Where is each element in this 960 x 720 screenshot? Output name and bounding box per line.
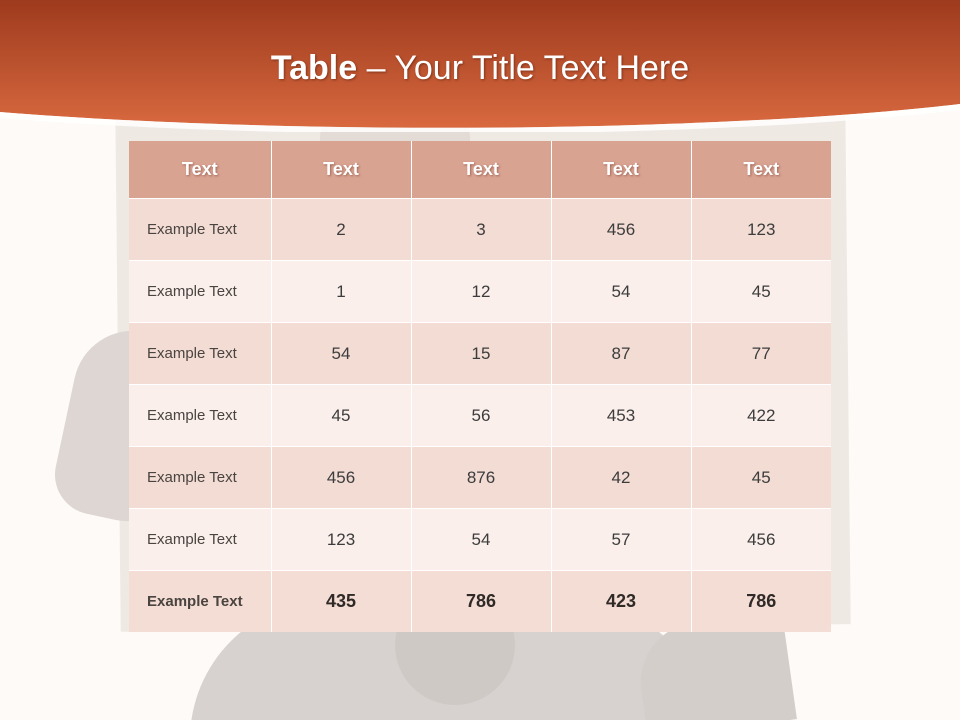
table-row	[129, 385, 831, 447]
row-cell: 456	[551, 199, 691, 261]
row-label: Example Text	[129, 323, 271, 385]
row-cell: 12	[411, 261, 551, 323]
page-title-strong: Table	[270, 49, 358, 87]
row-cell: 45	[691, 447, 831, 509]
row-cell: 423	[551, 571, 691, 633]
row-label: Example Text	[129, 571, 271, 633]
page-title-dash: –	[357, 49, 395, 87]
row-cell: 123	[271, 509, 411, 571]
row-cell: 57	[551, 509, 691, 571]
column-header-4: Text	[691, 141, 831, 199]
row-label: Example Text	[129, 385, 271, 447]
row-cell: 456	[271, 447, 411, 509]
row-cell: 3	[411, 199, 551, 261]
row-cell: 453	[551, 385, 691, 447]
column-header-0: Text	[129, 141, 271, 199]
row-label: Example Text	[129, 509, 271, 571]
row-cell: 42	[551, 447, 691, 509]
row-cell: 2	[271, 199, 411, 261]
table-header-row	[129, 141, 831, 199]
row-cell: 456	[691, 509, 831, 571]
row-cell: 45	[691, 261, 831, 323]
row-label: Example Text	[129, 199, 271, 261]
page-title	[0, 48, 960, 88]
row-cell: 54	[551, 261, 691, 323]
row-cell: 54	[411, 509, 551, 571]
table-row	[129, 261, 831, 323]
row-cell: 77	[691, 323, 831, 385]
table-row	[129, 199, 831, 261]
table-row	[129, 447, 831, 509]
row-label: Example Text	[129, 447, 271, 509]
table-row-total	[129, 571, 831, 633]
column-header-2: Text	[411, 141, 551, 199]
table-row	[129, 323, 831, 385]
table-container	[129, 141, 831, 632]
row-cell: 786	[691, 571, 831, 633]
row-cell: 435	[271, 571, 411, 633]
row-cell: 87	[551, 323, 691, 385]
row-cell: 45	[271, 385, 411, 447]
row-cell: 56	[411, 385, 551, 447]
column-header-3: Text	[551, 141, 691, 199]
row-cell: 123	[691, 199, 831, 261]
row-cell: 422	[691, 385, 831, 447]
column-header-1: Text	[271, 141, 411, 199]
row-cell: 1	[271, 261, 411, 323]
data-table	[129, 141, 831, 632]
row-cell: 786	[411, 571, 551, 633]
page-title-light: Your Title Text Here	[394, 49, 690, 87]
row-label: Example Text	[129, 261, 271, 323]
table-row	[129, 509, 831, 571]
row-cell: 876	[411, 447, 551, 509]
row-cell: 15	[411, 323, 551, 385]
row-cell: 54	[271, 323, 411, 385]
